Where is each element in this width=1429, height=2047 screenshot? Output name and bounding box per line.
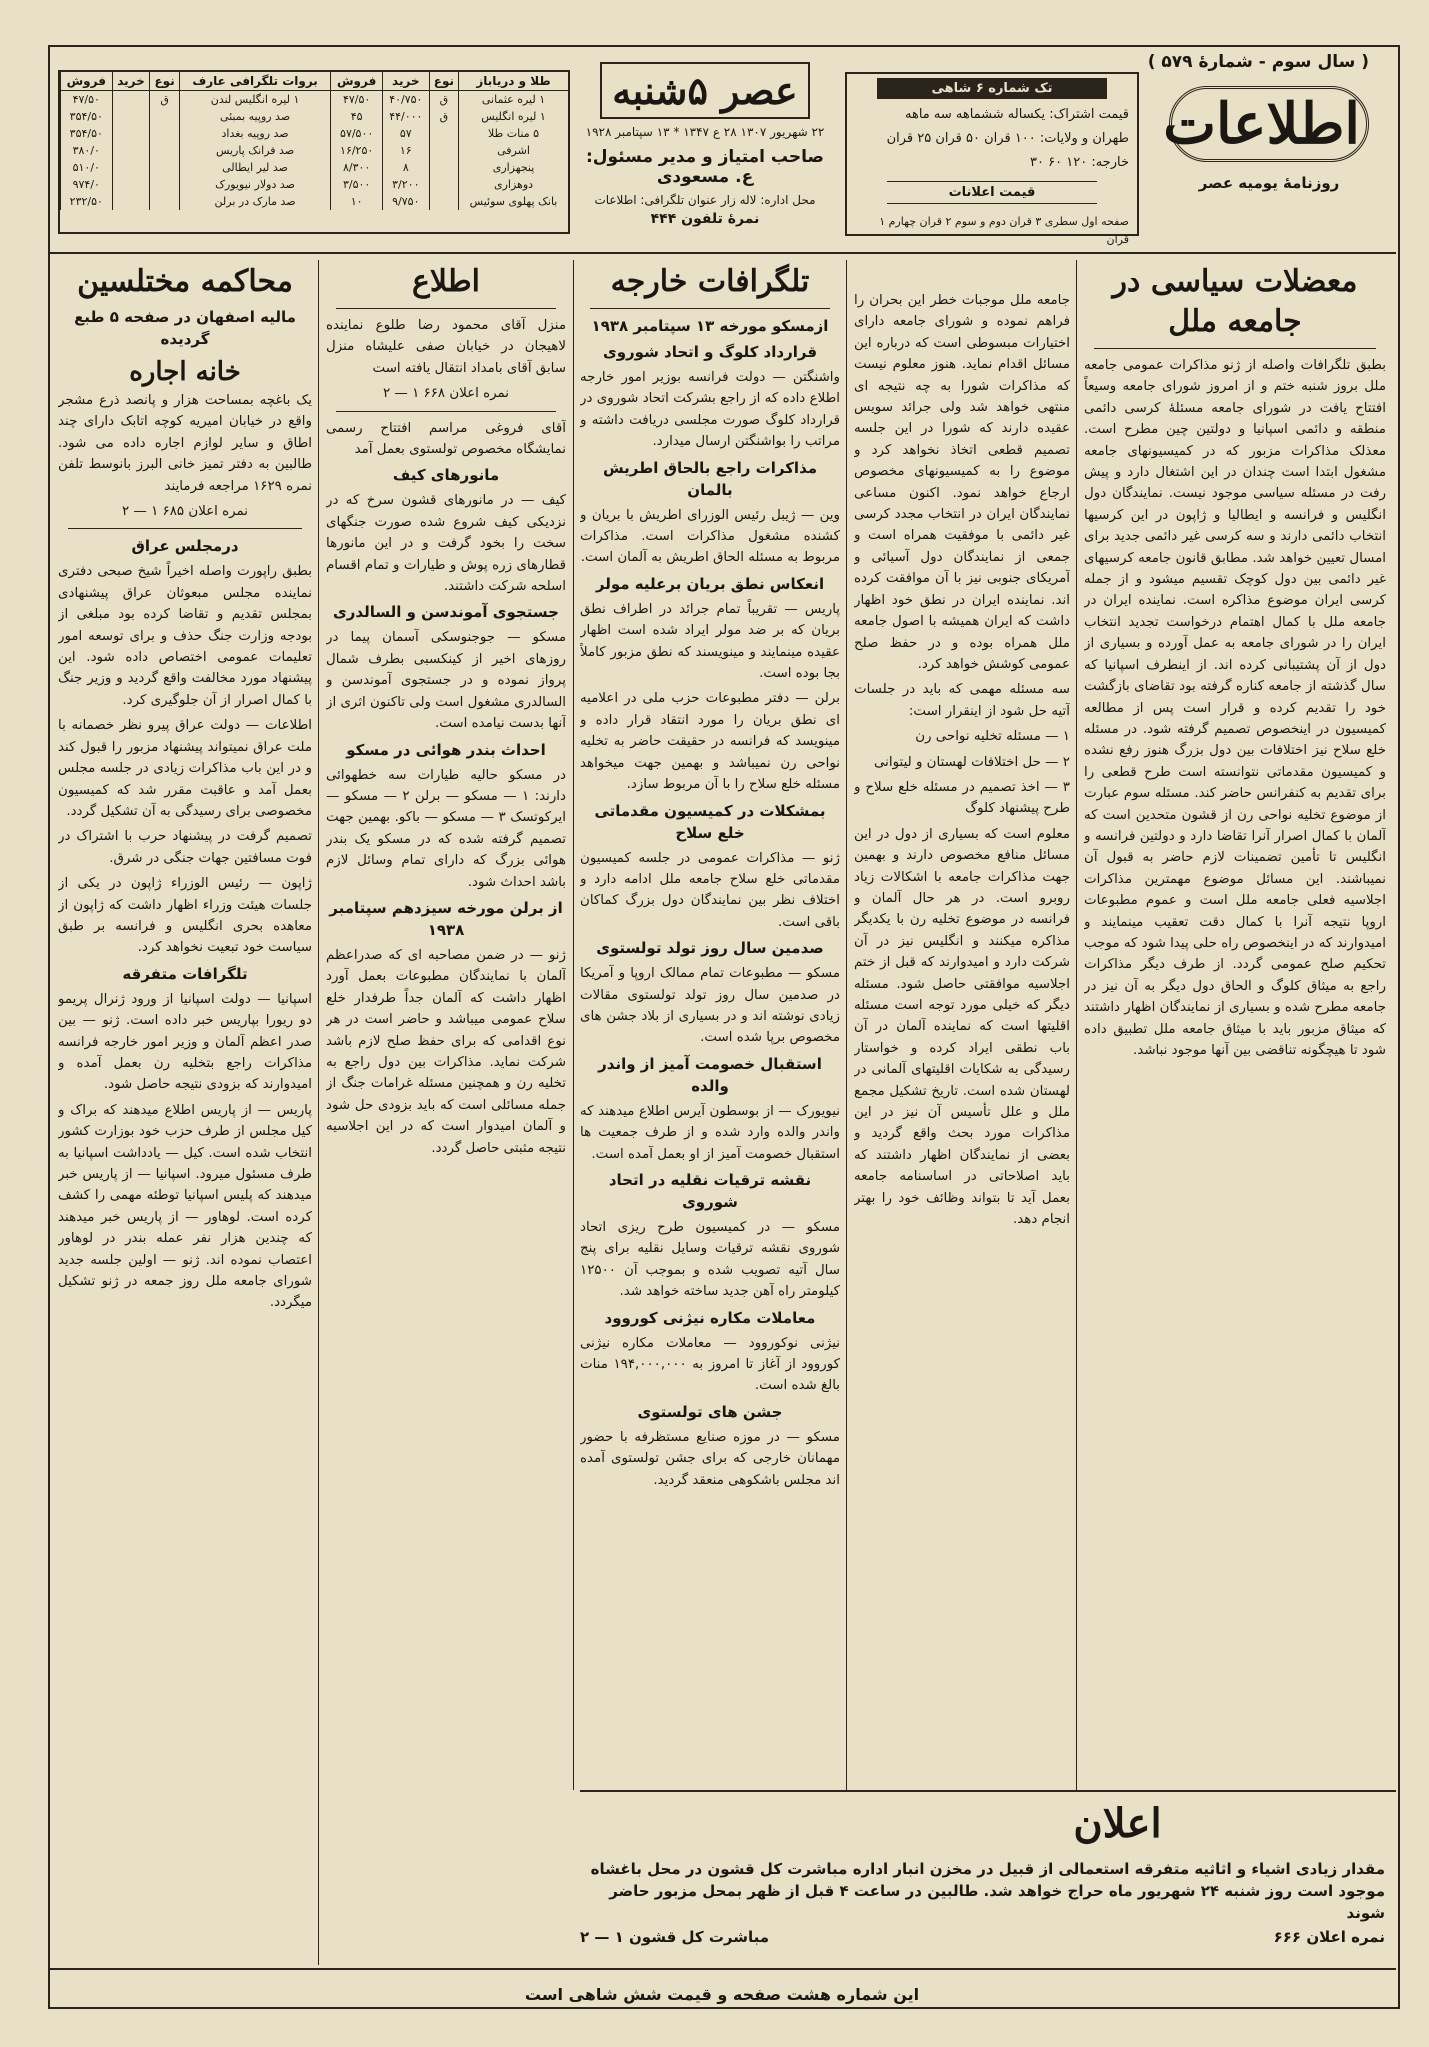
footer-divider: [48, 1968, 1396, 1970]
rates-cell: [112, 193, 150, 210]
notice-p6: ژنو — در ضمن مصاحبه ای که صدراعظم آلمان با نمایندگان مطبوعات بعمل آورد اظهار داشت که آلمان جداً طرفدار خلع سلاح عمومی میباشد و حاضر است در هر نوع اقدامی که برای حفظ صلح لازم باشد شرکت نماید. مذاکرات بین دول راجع به تخلیه رن و همچنین مسئله غرامات جنگ از جمله مسائلی است که باید بزودی حل شود و آلمان امیدوار است که در این اجلاسیه نتیجه مثبتی حاصل گردد.: [326, 947, 566, 1156]
masthead-center: [575, 62, 835, 227]
notice-p1: منزل آقای محمود رضا طلوع نماینده لاهیجان در خیابان صفی علیشاه منزل سابق آقای بامداد انتقال یافته است: [326, 318, 566, 376]
rates-cell: ۱ لیره انگلیس: [459, 108, 568, 125]
rates-header: نوع: [429, 72, 458, 91]
foreign-p4: ژنو — مذاکرات عمومی در جلسه کمیسیون مقدماتی خلع سلاح جامعه ملل ادامه دارد و اختلاف نظر بین نمایندگان دول بزرگ کماکان باقی است.: [580, 850, 840, 930]
rates-cell: صد فرانک پاریس: [179, 142, 331, 159]
article-league-body: بطبق تلگرافات واصله از ژنو مذاکرات عمومی جامعه ملل بروز شنبه ختم و از امروز شورای جامعه وسیعاً افتتاح یافت در شورای جامعه مسئلهٔ کرسی دائمی منطقه و دائمی اسپانیا و دولتین چین مطرح است. معذلک مذاکرات مزبور که در کمیسیونهای جامعه مشغول ابتدا است چندان در این اشتغال دارد و پیش رفت در مسئله سیاسی موجود نیست. نمایندگان دول انگلیس و فرانسه و ایطالیا و ژاپون در این کرسیها انتخاب دائمی دارند و سه کرسی غیر دائمی جدید برای امسال تعیین خواهد شد. مطابق قانون جامعه کرسیهای غیر دائمی بین دول کوچک تقسیم میشود و از جمله کرسی ایران موضوع مذاکره است. نماینده ایران در جامعه ملل با کمال اهتمام درخواست تجدید انتخاب ایران را در شورای جامعه به عمل آورده و بسیاری از دول از آن پشتیبانی کرده اند. از اینطرف اسپانیا که سال گذشته از جامعه کناره گرفته بود تقاضای بازگشت خود را تقدیم کرده و قرار است پس از مطالعه کمیسیون در اینخصوص تصمیم گرفته شود. در مسئله خلع سلاح نیز اختلافات بین دول بزرگ هنوز رفع نشده و کمیسیون مقدماتی نتوانسته است طرح قطعی را برای تقدیم به کنفرانس حاضر کند. مسئله سوم عبارت از موضوع تخلیه نواحی رن از قشون متحدین است که آلمان با کمال اصرار آنرا تقاضا دارد و دولتین فرانسه و انگلیس تا تأمین تضمینات لازم حاضر به قبول آن نمیباشند. این مسائل موضوع مهمترین مذاکرات اجلاسیه فعلی جامعه ملل است و عموم مطبوعات اروپا نتیجه آنرا با کمال دقت تعقیب مینمایند و امیدوارند که در اینخصوص راه حلی پیدا شود که موجب تحکیم صلح عمومی گردد. از طرف دیگر مذاکرات راجع به میثاق کلوگ و الحاق دول دیگر به آن نیز در جامعه مطرح شده و بسیاری از نمایندگان اظهار داشتند که میثاق مزبور باید با میثاق جامعه ملل تطبیق داده شود تا هیچگونه تناقضی بین آنها موجود نباشد.: [1084, 358, 1386, 1058]
article-middle-body: جامعه ملل موجبات خطر این بحران را فراهم نموده و شورای جامعه دارای اختیارات مبسوطی است که درباره این مسائل اقدام نماید. هنوز معلوم نیست که مذاکرات شورا به چه نتیجه ای منتهی خواهد شد ولی جرائد سویس عقیده دارند که شورا در این جلسه تصمیم قطعی اتخاذ نخواهد کرد و موضوع را به کمیسیونهای مخصوص ارجاع خواهد نمود. اکنون مساعی نمایندگان ایران در انتخاب مجدد کرسی غیر دائمی با موفقیت همراه است و جمعی از نمایندگان دول آسیائی و آمریکای جنوبی نیز با آن موافقت کرده اند. نماینده ایران در نطق خود اظهار داشت که ایران همیشه با اصول جامعه ملل همراه بوده و در حفظ صلح عمومی کوشش خواهد کرد.: [854, 293, 1070, 672]
trial-p4: ژاپون — رئیس الوزراء ژاپون در یکی از جلسات هیئت وزراء اظهار داشت که ژاپون از معاهده بحری انگلیس و فرانسه بر طبق سیاست خود تبعیت نخواهد کرد.: [58, 876, 312, 956]
article-league: [1084, 262, 1386, 1782]
column-divider: [846, 260, 847, 1790]
article-middle-q1: ۱ — مسئله تخلیه نواحی رن: [915, 729, 1070, 745]
rates-cell: ۳/۲۰۰: [382, 176, 429, 193]
rates-row: [61, 193, 569, 210]
rates-cell: ۳۵۴/۵۰: [61, 125, 113, 142]
column-divider: [1076, 260, 1077, 1790]
foreign-h4: بمشکلات در کمیسیون مقدماتی خلع سلاح: [594, 801, 826, 842]
rates-cell: ۵۷/۵۰۰: [331, 125, 383, 142]
foreign-h1b: قرارداد کلوگ و اتحاد شوروی: [602, 343, 818, 361]
rates-cell: ۱ لیره انگلیس لندن: [179, 91, 331, 109]
price-foreign: خارجه: ۱۲۰ ۶۰ ۳۰: [1030, 155, 1129, 170]
rates-cell: ۱ لیره عثمانی: [459, 91, 568, 109]
rates-cell: ۹/۷۵۰: [382, 193, 429, 210]
rates-cell: [150, 108, 179, 125]
rates-header: نوع: [150, 72, 179, 91]
price-title: قیمت اشتراک: یکساله ششماهه سه ماهه: [905, 107, 1129, 122]
announcement-signature: مباشرت کل قشون ۱ — ۲: [580, 1928, 770, 1946]
editor-line: صاحب امتیاز و مدیر مسئول: ع. مسعودی: [586, 147, 824, 187]
rates-cell: [112, 91, 150, 109]
exchange-rates-table: [58, 70, 570, 234]
rates-cell: ۱۰: [331, 193, 383, 210]
rates-cell: ۴۵: [331, 108, 383, 125]
rates-cell: [429, 159, 458, 176]
rates-cell: [429, 193, 458, 210]
rates-header: خرید: [112, 72, 150, 91]
rates-cell: ۱۶: [382, 142, 429, 159]
rates-cell: ۵۱۰/۰: [61, 159, 113, 176]
rates-cell: ۵۷: [382, 125, 429, 142]
rates-cell: [150, 142, 179, 159]
notice-h4: از برلن مورخه سیزدهم سپتامبر ۱۹۳۸: [329, 898, 563, 939]
rates-header: فروش: [331, 72, 383, 91]
foreign-h6: استقبال خصومت آمیز از واندر والده: [598, 1054, 822, 1095]
notice-number: نمره اعلان ۶۶۸ ۱ — ۲: [382, 386, 510, 402]
rates-cell: ق: [150, 91, 179, 109]
rates-cell: [112, 159, 150, 176]
rates-cell: [112, 108, 150, 125]
rates-header: بروات تلگرافی عارف: [179, 72, 331, 91]
rates-cell: [150, 176, 179, 193]
foreign-p2: وین — ژیبل رئیس الوزرای اطریش با بریان و کشنده مشغول مذاکرات است. مذاکرات مربوط به مسئله الحاق اطریش به آلمان است.: [580, 507, 840, 566]
masthead-divider: [48, 252, 1396, 254]
foreign-p9: مسکو — در موزه صنایع مستظرفه با حضور مهمانان خارجی که برای جشن تولستوی آمده اند مجلس باشکوهی منعقد گردید.: [580, 1429, 840, 1488]
foreign-p8: نیژنی نوکوروود — معاملات مکاره نیژنی کوروود از آغاز تا امروز به ۱۹۴,۰۰۰,۰۰۰ منات بالغ شده است.: [580, 1335, 840, 1394]
phone-number: نمرهٔ تلفون ۴۴۴: [650, 211, 760, 227]
single-copy-price: تک شماره ۶ شاهی: [877, 78, 1107, 99]
rates-cell: [112, 125, 150, 142]
trial-p2: اطلاعات — دولت عراق پیرو نظر خصمانه با ملت عراق نمیتواند پیشنهاد مزبور را قبول کند و در این باب مذاکرات زیادی در جلسه مجلس بعمل آمد و عاقبت مقرر شد که کمیسیون مخصوصی برای رسیدگی به آن تشکیل گردد.: [58, 718, 312, 819]
rates-cell: [429, 176, 458, 193]
foreign-p7: مسکو — در کمیسیون طرح ریزی اتحاد شوروی نقشه ترقیات وسایل نقلیه برای پنج سال آتیه تصویب شده و بموجب آن ۱۲۵۰۰ کیلومتر راه آهن جدید ساخته خواهد شد.: [580, 1219, 840, 1300]
announcement-number: نمره اعلان ۶۶۶: [1273, 1928, 1385, 1946]
rates-cell: ۵ منات طلا: [459, 125, 568, 142]
trial-subtitle: مالیه اصفهان در صفحه ۵ طبع گردیده: [74, 308, 296, 348]
rates-cell: ۴۰/۷۵۰: [382, 91, 429, 109]
rates-row: [61, 176, 569, 193]
price-tehran: طهران و ولایات: ۱۰۰ قران ۵۰ قران ۲۵ قران: [886, 131, 1129, 146]
column-divider: [318, 260, 319, 1965]
article-middle-q2: ۲ — حل اختلافات لهستان و لیتوانی: [874, 754, 1070, 770]
rates-cell: [429, 125, 458, 142]
rent-text: یک باغچه بمساحت هزار و پانصد ذرع مشجر واقع در خیابان امیریه کوچه اتابک دارای چند اطاق و سایر لوازم اجاره داده می شود. طالبین به دفتر تمیز خانی البرز بانوسط تلفن نمره ۱۶۲۹ مراجعه فرمایند: [58, 393, 312, 494]
ads-rates: صفحه اول سطری ۳ قران دوم و سوم ۲ قران چهارم ۱ قران: [879, 215, 1129, 246]
article-trial: [58, 262, 312, 1962]
ads-title: قیمت اعلانات: [887, 181, 1097, 204]
rates-cell: [112, 176, 150, 193]
newspaper-subtitle: روزنامهٔ یومیه عصر: [1198, 174, 1340, 192]
article-notice: [326, 262, 566, 1962]
rates-cell: ۳۸۰/۰: [61, 142, 113, 159]
rates-row: [61, 108, 569, 125]
rates-cell: [150, 125, 179, 142]
newspaper-name: اطلاعات: [1169, 86, 1369, 162]
notice-title: اطلاع: [411, 264, 480, 299]
trial-title: محاکمه مختلسین: [77, 264, 293, 299]
announcement-box: [850, 1800, 1385, 1847]
rates-cell: ۸/۳۰۰: [331, 159, 383, 176]
day-label: عصر ۵شنبه: [600, 62, 809, 119]
rent-number: نمره اعلان ۶۸۵ ۱ — ۲: [121, 504, 249, 520]
notice-p5: در مسکو حالیه طیارات سه خطهوائی دارند: ۱ — مسکو — برلن ۲ — مسکو — ایرکوتسک ۳ — مسکو — باکو. بهمین جهت تصمیم گرفته شده که در مسکو یک بندر هوائی بزرگ که دارای تمام وسائل لازم باشد احداث شود.: [326, 767, 566, 890]
rates-cell: صد دولار نیویورک: [179, 176, 331, 193]
rates-cell: ۳۵۴/۵۰: [61, 108, 113, 125]
foreign-h9: جشن های تولستوی: [637, 1402, 783, 1421]
article-middle-intro: سه مسئله مهمی که باید در جلسات آتیه حل شود از اینقرار است:: [854, 682, 1070, 719]
article-foreign: [580, 262, 840, 1962]
foreign-h7: نقشه ترقیات نقلیه در اتحاد شوروی: [608, 1170, 812, 1211]
foreign-title: تلگرافات خارجه: [610, 264, 810, 299]
trial-p5: اسپانیا — دولت اسپانیا از ورود ژنرال پریمو دو ریورا بپاریس خبر داده است. ژنو — بین صدر اعظم آلمان و وزیر امور خارجه فرانسه مذاکرات راجع بتخلیه رن بعمل آمده و امیدوارند که بزودی نتیجه حاصل شود.: [58, 991, 312, 1093]
rates-header: خرید: [382, 72, 429, 91]
rates-cell: صد روپیه بمبئی: [179, 108, 331, 125]
rates-cell: صد لیر ایطالی: [179, 159, 331, 176]
foreign-h5: صدمین سال روز تولد تولستوی: [596, 939, 824, 958]
article-middle-body2: معلوم است که بسیاری از دول در این مسائل منافع مخصوص دارند و بهمین جهت مذاکرات جامعه با اشکالات زیاد روبرو است. در هر حال آلمان و فرانسه در موضوع تخلیه رن با یکدیگر مذاکره میکنند و انگلیس نیز در آن شرکت دارد و امیدوارند که قبل از ختم اجلاسیه موافقتی حاصل شود. مسئله دیگر که خیلی مورد توجه است مسئله اقلیتها است که نماینده آلمان در آن باب نطقی ایراد کرده و خواستار رسیدگی به شکایات اقلیتهای آلمانی در لهستان شده است. تاریخ تشکیل مجمع ملل و علل تأسیس آن نیز در این مذاکرات مورد بحث واقع گردید و بعضی از نمایندگان اظهار داشتند که باید اصلاحاتی در اساسنامه جامعه بعمل آید تا بتواند وظائف خود را بهتر انجام دهد.: [854, 826, 1070, 1228]
rates-cell: ق: [429, 108, 458, 125]
foreign-h8: معاملات مکاره نیژنی کوروود: [604, 1308, 816, 1327]
foreign-p1: واشنگتن — دولت فرانسه بوزیر امور خارجه اطلاع داده که از راجع بشرکت اتحاد شوروی در قرارداد کلوگ صورت مجلسی دریافت داشته و مراتب را بواشنگتن ارسال میدارد.: [580, 370, 840, 450]
rates-row: [61, 125, 569, 142]
foreign-p6: نیویورک — از بوسطون آیرس اطلاع میدهند که واندر والده وارد شده و از طرف جمعیت ها استقبال خصومت آمیز از او بعمل آمده است.: [580, 1103, 840, 1162]
announcement-body: [580, 1858, 1385, 1946]
foreign-h3: انعکاس نطق بریان برعلیه مولر: [595, 574, 825, 593]
rates-row: [61, 142, 569, 159]
notice-h1: مانورهای کیف: [392, 466, 500, 485]
article-league-title: معضلات سیاسی در جامعه ملل: [1112, 264, 1358, 339]
trial-h2: تلگرافات متفرقه: [122, 964, 248, 983]
notice-h3: احداث بندر هوائی در مسکو: [346, 740, 546, 759]
rates-cell: صد مارک در برلن: [179, 193, 331, 210]
rates-cell: ۴۷/۵۰: [331, 91, 383, 109]
rates-cell: [150, 159, 179, 176]
rates-header: فروش: [61, 72, 113, 91]
announcement-divider: [580, 1790, 1396, 1792]
foreign-h1: ازمسکو مورخه ۱۳ سپتامبر ۱۹۳۸: [591, 317, 829, 335]
rates-cell: پنجهزاری: [459, 159, 568, 176]
masthead-logo: [1163, 86, 1369, 226]
trial-p1: بطبق راپورت واصله اخیراً شیخ صبحی دفتری نماینده مجلس مبعوثان عراق پیشنهادی بمجلس تقدیم و تقاضا کرده بود مبلغی از بودجه وزارت جنگ حذف و برای توسعه امور تعلیمات عمومی اختصاص داده شود. این پیشنهاد مورد مخالفت واقع گردید و وزیر جنگ با کمال اصرار از آن جلوگیری کرد.: [58, 564, 312, 708]
rates-row: [61, 91, 569, 109]
foreign-h2: مذاکرات راجع بالحاق اطریش بالمان: [602, 458, 818, 499]
notice-p3: کیف — در مانورهای قشون سرخ که در نزدیکی کیف شروع شده صورت جنگهای سخت را بخود گرفت و در این مانورها قطارهای زره پوش و طیارات و تمام اقسام اسلحه شرکت داشتند.: [326, 493, 566, 595]
rates-cell: ۴۴/۰۰۰: [382, 108, 429, 125]
rates-cell: اشرفی: [459, 142, 568, 159]
rent-title: خانه اجاره: [129, 357, 241, 387]
rates-cell: ۱۶/۲۵۰: [331, 142, 383, 159]
rates-cell: ۴۷/۵۰: [61, 91, 113, 109]
rates-cell: [429, 142, 458, 159]
rates-cell: صد روپیه بغداد: [179, 125, 331, 142]
article-middle-q3: ۳ — اخذ تصمیم در مسئله خلع سلاح و طرح پیشنهاد کلوگ: [854, 779, 1070, 817]
announcement-title: اعلان: [1073, 1800, 1162, 1847]
foreign-p3b: برلن — دفتر مطبوعات حزب ملی در اعلامیه ای نطق بریان را مورد انتقاد قرار داده و مینویسد که فرانسه در حقیقت حاضر به تخلیه نواحی رن نمیباشد و بهمین جهت میخواهد مسئله خلع سلاح را با آن مربوط سازد.: [580, 691, 840, 793]
foreign-p3: پاریس — تقریباً تمام جرائد در اطراف نطق بریان که بر ضد مولر ایراد شده است اظهار عقیده مینمایند و مینویسند که نطق مزبور کاملاً بجا بوده است.: [580, 601, 840, 682]
trial-p6: پاریس — از پاریس اطلاع میدهند که براک و کیل مجلس از طرف حزب خود بوزارت کشور انتخاب شده است. کیل — یادداشت اسپانیا به طرف مسئول میرود. اسپانیا — از پاریس خبر میدهند که پلیس اسپانیا توطئه مهمی را کشف کرده است. لوهاور — از پاریس خبر میدهند که چندین هزار نفر عمله بندر در لوهاور اعتصاب نموده اند. ژنو — اولین جلسه جدید شورای جامعه ملل روز جمعه در ژنو تشکیل میگردد.: [58, 1102, 312, 1311]
issue-number: ( سال سوم - شمارهٔ ۵۷۹ ): [1147, 52, 1369, 72]
notice-h2: جستجوی آموندسن و السالدری: [333, 603, 559, 622]
rates-cell: ۲۳۲/۵۰: [61, 193, 113, 210]
article-league-cont: [854, 290, 1070, 1782]
office-address: محل اداره: لاله زار عنوان تلگرافی: اطلاعات: [594, 193, 816, 207]
announcement-text: مقدار زیادی اشیاء و اثاثیه متفرقه استعمالی از قبیل در مخزن انبار اداره مباشرت کل قشون در محل باغشاه موجود است روز شنبه ۲۴ شهریور ماه حراج خواهد شد. طالبین در ساعت ۴ قبل از ظهر بمحل مزبور حاضر شوند: [590, 1860, 1385, 1922]
rates-cell: ۹۷۴/۰: [61, 176, 113, 193]
column-divider: [573, 260, 574, 1790]
foreign-p5: مسکو — مطبوعات تمام ممالک اروپا و آمریکا در صدمین سال روز تولد تولستوی مقالات زیادی نوشته اند و در بسیاری از بلاد جشن های مخصوص برپا شده است.: [580, 966, 840, 1046]
rates-row: [61, 159, 569, 176]
rates-cell: [112, 142, 150, 159]
rates-cell: دوهزاری: [459, 176, 568, 193]
rates-cell: ۸: [382, 159, 429, 176]
trial-p3: تصمیم گرفت در پیشنهاد حرب با اشتراک در فوت مسافتین جهات جنگی در شرق.: [58, 829, 312, 866]
trial-h1: درمجلس عراق: [131, 537, 239, 556]
notice-p2: آقای فروغی مراسم افتتاح رسمی نمایشگاه مخصوص تولستوی بعمل آمد: [326, 420, 566, 458]
rates-header: طلا و دریاباز: [459, 72, 568, 91]
rates-cell: ق: [429, 91, 458, 109]
subscription-box: [845, 72, 1139, 246]
issue-dates: ۲۲ شهریور ۱۳۰۷ ۲۸ ع ۱۳۴۷ * ۱۳ سپتامبر ۱۹۲۸: [585, 125, 825, 139]
notice-p4: مسکو — جوجنوسکی آسمان پیما در روزهای اخیر از کینکسبی بطرف شمال پرواز نموده و در جستجوی آموندسن و السالدری مشغول است ولی تاکنون اثری از آنها بدست نیامده است.: [326, 630, 566, 732]
footer-note: این شماره هشت صفحه و قیمت شش شاهی است: [524, 1985, 920, 2004]
rates-cell: ۳/۵۰۰: [331, 176, 383, 193]
rates-cell: [150, 193, 179, 210]
rates-cell: بانک پهلوی سوئیس: [459, 193, 568, 210]
